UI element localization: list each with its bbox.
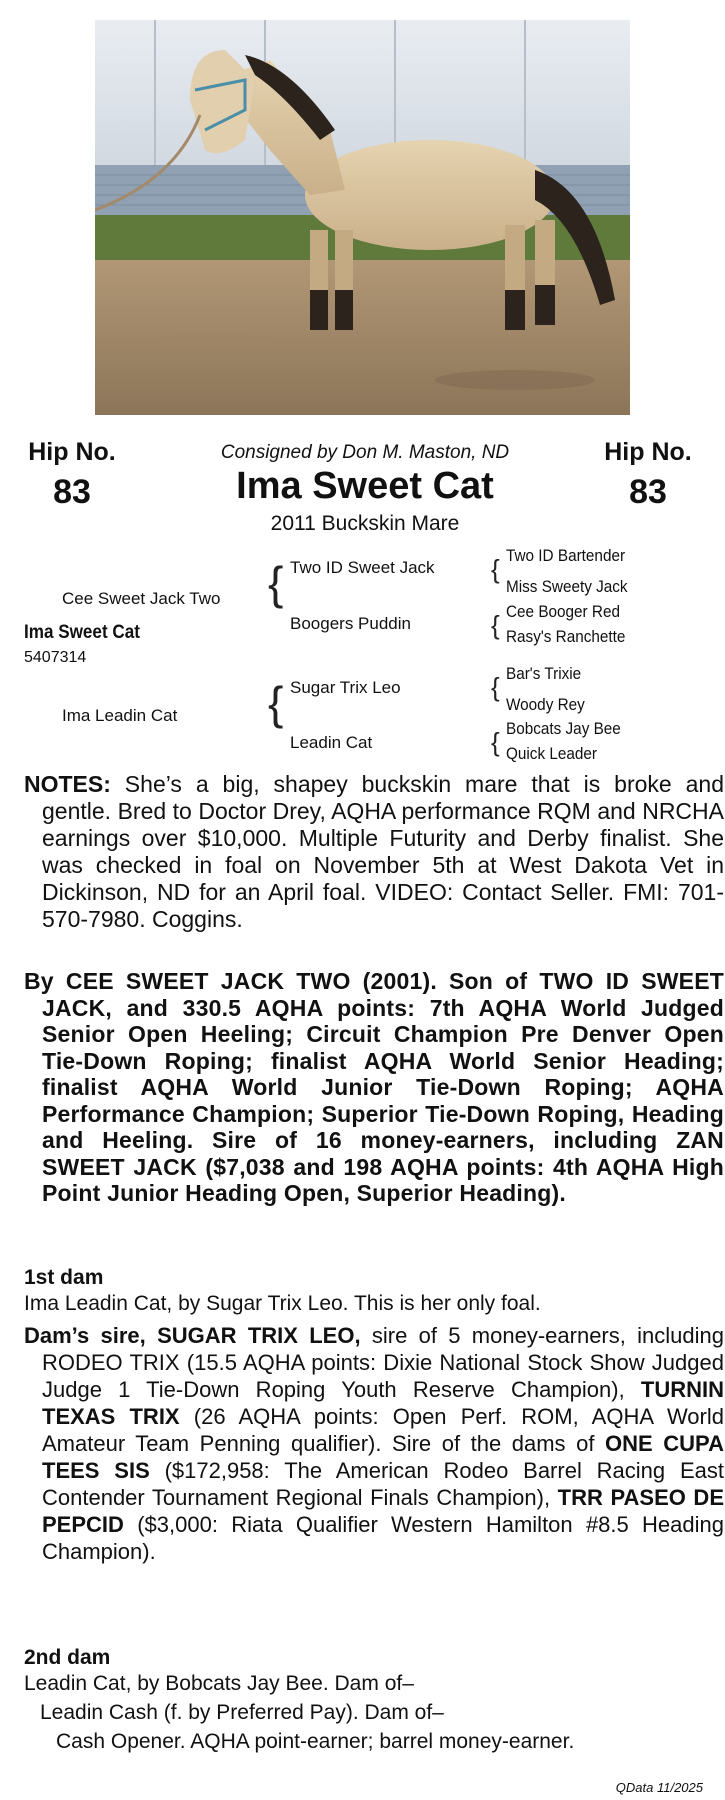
pedigree-sire: Cee Sweet Jack Two	[62, 589, 221, 608]
pedigree-ss-sire: Two ID Bartender	[506, 546, 626, 565]
notes-label: NOTES:	[24, 771, 111, 797]
pedigree-dam-sire: Sugar Trix Leo	[290, 678, 401, 697]
footer-note: QData 11/2025	[615, 1780, 703, 1795]
consignor-line: Consigned by Don M. Maston, ND	[220, 442, 510, 463]
pedigree-ss-dam: Miss Sweety Jack	[506, 577, 628, 596]
pedigree-ds-dam: Woody Rey	[506, 695, 585, 714]
first-dam-heading: 1st dam	[24, 1266, 104, 1289]
dams-sire-text: sire of 5 money-earners, including RODEO TRIX (15.5 AQHA points: Dixie National Stock Show Judged Judge 1 Tie-Down Roping Youth Reserve Champion),	[42, 1323, 725, 1402]
pedigree-sire-sire: Two ID Sweet Jack	[290, 558, 435, 577]
dams-sire-bold: ONE CUPA TEES SIS	[42, 1431, 724, 1483]
dams-sire-text: ($172,958: The American Rodeo Barrel Racing East Contender Tournament Regional Finals Champion),	[42, 1458, 724, 1510]
brace-icon: {	[491, 727, 500, 757]
hip-label: Hip No.	[604, 438, 692, 466]
dams-sire-text: ($3,000: Riata Qualifier Western Hamilton #8.5 Heading Champion).	[42, 1512, 724, 1564]
dams-sire-bold: TRR PASEO DE PEPCID	[42, 1485, 724, 1537]
pedigree-dam-dam: Leadin Cat	[290, 733, 373, 752]
brace-icon: {	[268, 677, 284, 729]
horse-name: Ima Sweet Cat	[236, 465, 494, 507]
horse-photo	[95, 20, 630, 415]
brace-icon: {	[491, 672, 500, 702]
hip-label: Hip No.	[28, 438, 116, 466]
brace-icon: {	[268, 557, 284, 609]
notes-paragraph	[24, 771, 724, 933]
dams-sire-paragraph	[24, 1322, 724, 1565]
pedigree-sd-dam: Rasy's Ranchette	[506, 627, 626, 646]
brace-icon: {	[491, 610, 500, 640]
brace-icon: {	[491, 554, 500, 584]
hip-number: 83	[53, 473, 91, 511]
first-dam-text: Ima Leadin Cat, by Sugar Trix Leo. This is her only foal.	[24, 1292, 541, 1315]
pedigree-dd-dam: Quick Leader	[506, 744, 598, 763]
hip-number-left	[22, 438, 122, 514]
dams-sire-lead: Dam’s sire, SUGAR TRIX LEO,	[24, 1323, 361, 1348]
second-dam-line-3: Cash Opener. AQHA point-earner; barrel money-earner.	[56, 1730, 575, 1753]
hip-number-right	[598, 438, 698, 514]
pedigree-sd-sire: Cee Booger Red	[506, 602, 620, 621]
dams-sire-text: (26 AQHA points: Open Perf. ROM, AQHA World Amateur Team Penning qualifier). Sire of the dams of	[42, 1404, 724, 1456]
dams-sire-bold: TURNIN TEXAS TRIX	[42, 1377, 724, 1429]
second-dam-heading: 2nd dam	[24, 1646, 111, 1669]
horse-photo-icon	[95, 20, 630, 415]
pedigree-sire-dam: Boogers Puddin	[290, 614, 411, 633]
second-dam-line-1: Leadin Cat, by Bobcats Jay Bee. Dam of–	[24, 1672, 414, 1695]
sire-paragraph: By CEE SWEET JACK TWO (2001). Son of TWO ID SWEET JACK, and 330.5 AQHA points: 7th AQHA World Judged Senior Open Heeling; Circuit Champion Pre Denver Open Tie-Down Roping; finalist AQHA World Senior Heading; finalist AQHA World Junior Tie-Down Roping; AQHA Performance Champion; Superior Tie-Down Roping, Heading and Heeling. Sire of 16 money-earners, including ZAN SWEET JACK ($7,038 and 198 AQHA points: 4th AQHA High Point Junior Heading Open, Superior Heading).	[24, 968, 724, 1206]
registration-number: 5407314	[24, 649, 87, 666]
notes-body: She’s a big, shapey buckskin mare that is broke and gentle. Bred to Doctor Drey, AQHA performance RQM and NRCHA earnings over $10,000. Multiple Futurity and Derby finalist. She was checked in foal on November 5th at West Dakota Vet in Dickinson, ND for an April foal. VIDEO: Contact Seller. FMI: 701-570-7980. Coggins.	[42, 771, 724, 932]
pedigree-dd-sire: Bobcats Jay Bee	[506, 719, 621, 738]
horse-description: 2011 Buckskin Mare	[270, 512, 460, 535]
pedigree-ds-sire: Bar's Trixie	[506, 664, 582, 683]
pedigree-subject: Ima Sweet Cat	[24, 622, 140, 643]
pedigree-dam: Ima Leadin Cat	[62, 706, 178, 725]
hip-number: 83	[629, 473, 667, 511]
second-dam-line-2: Leadin Cash (f. by Preferred Pay). Dam of–	[40, 1701, 444, 1724]
